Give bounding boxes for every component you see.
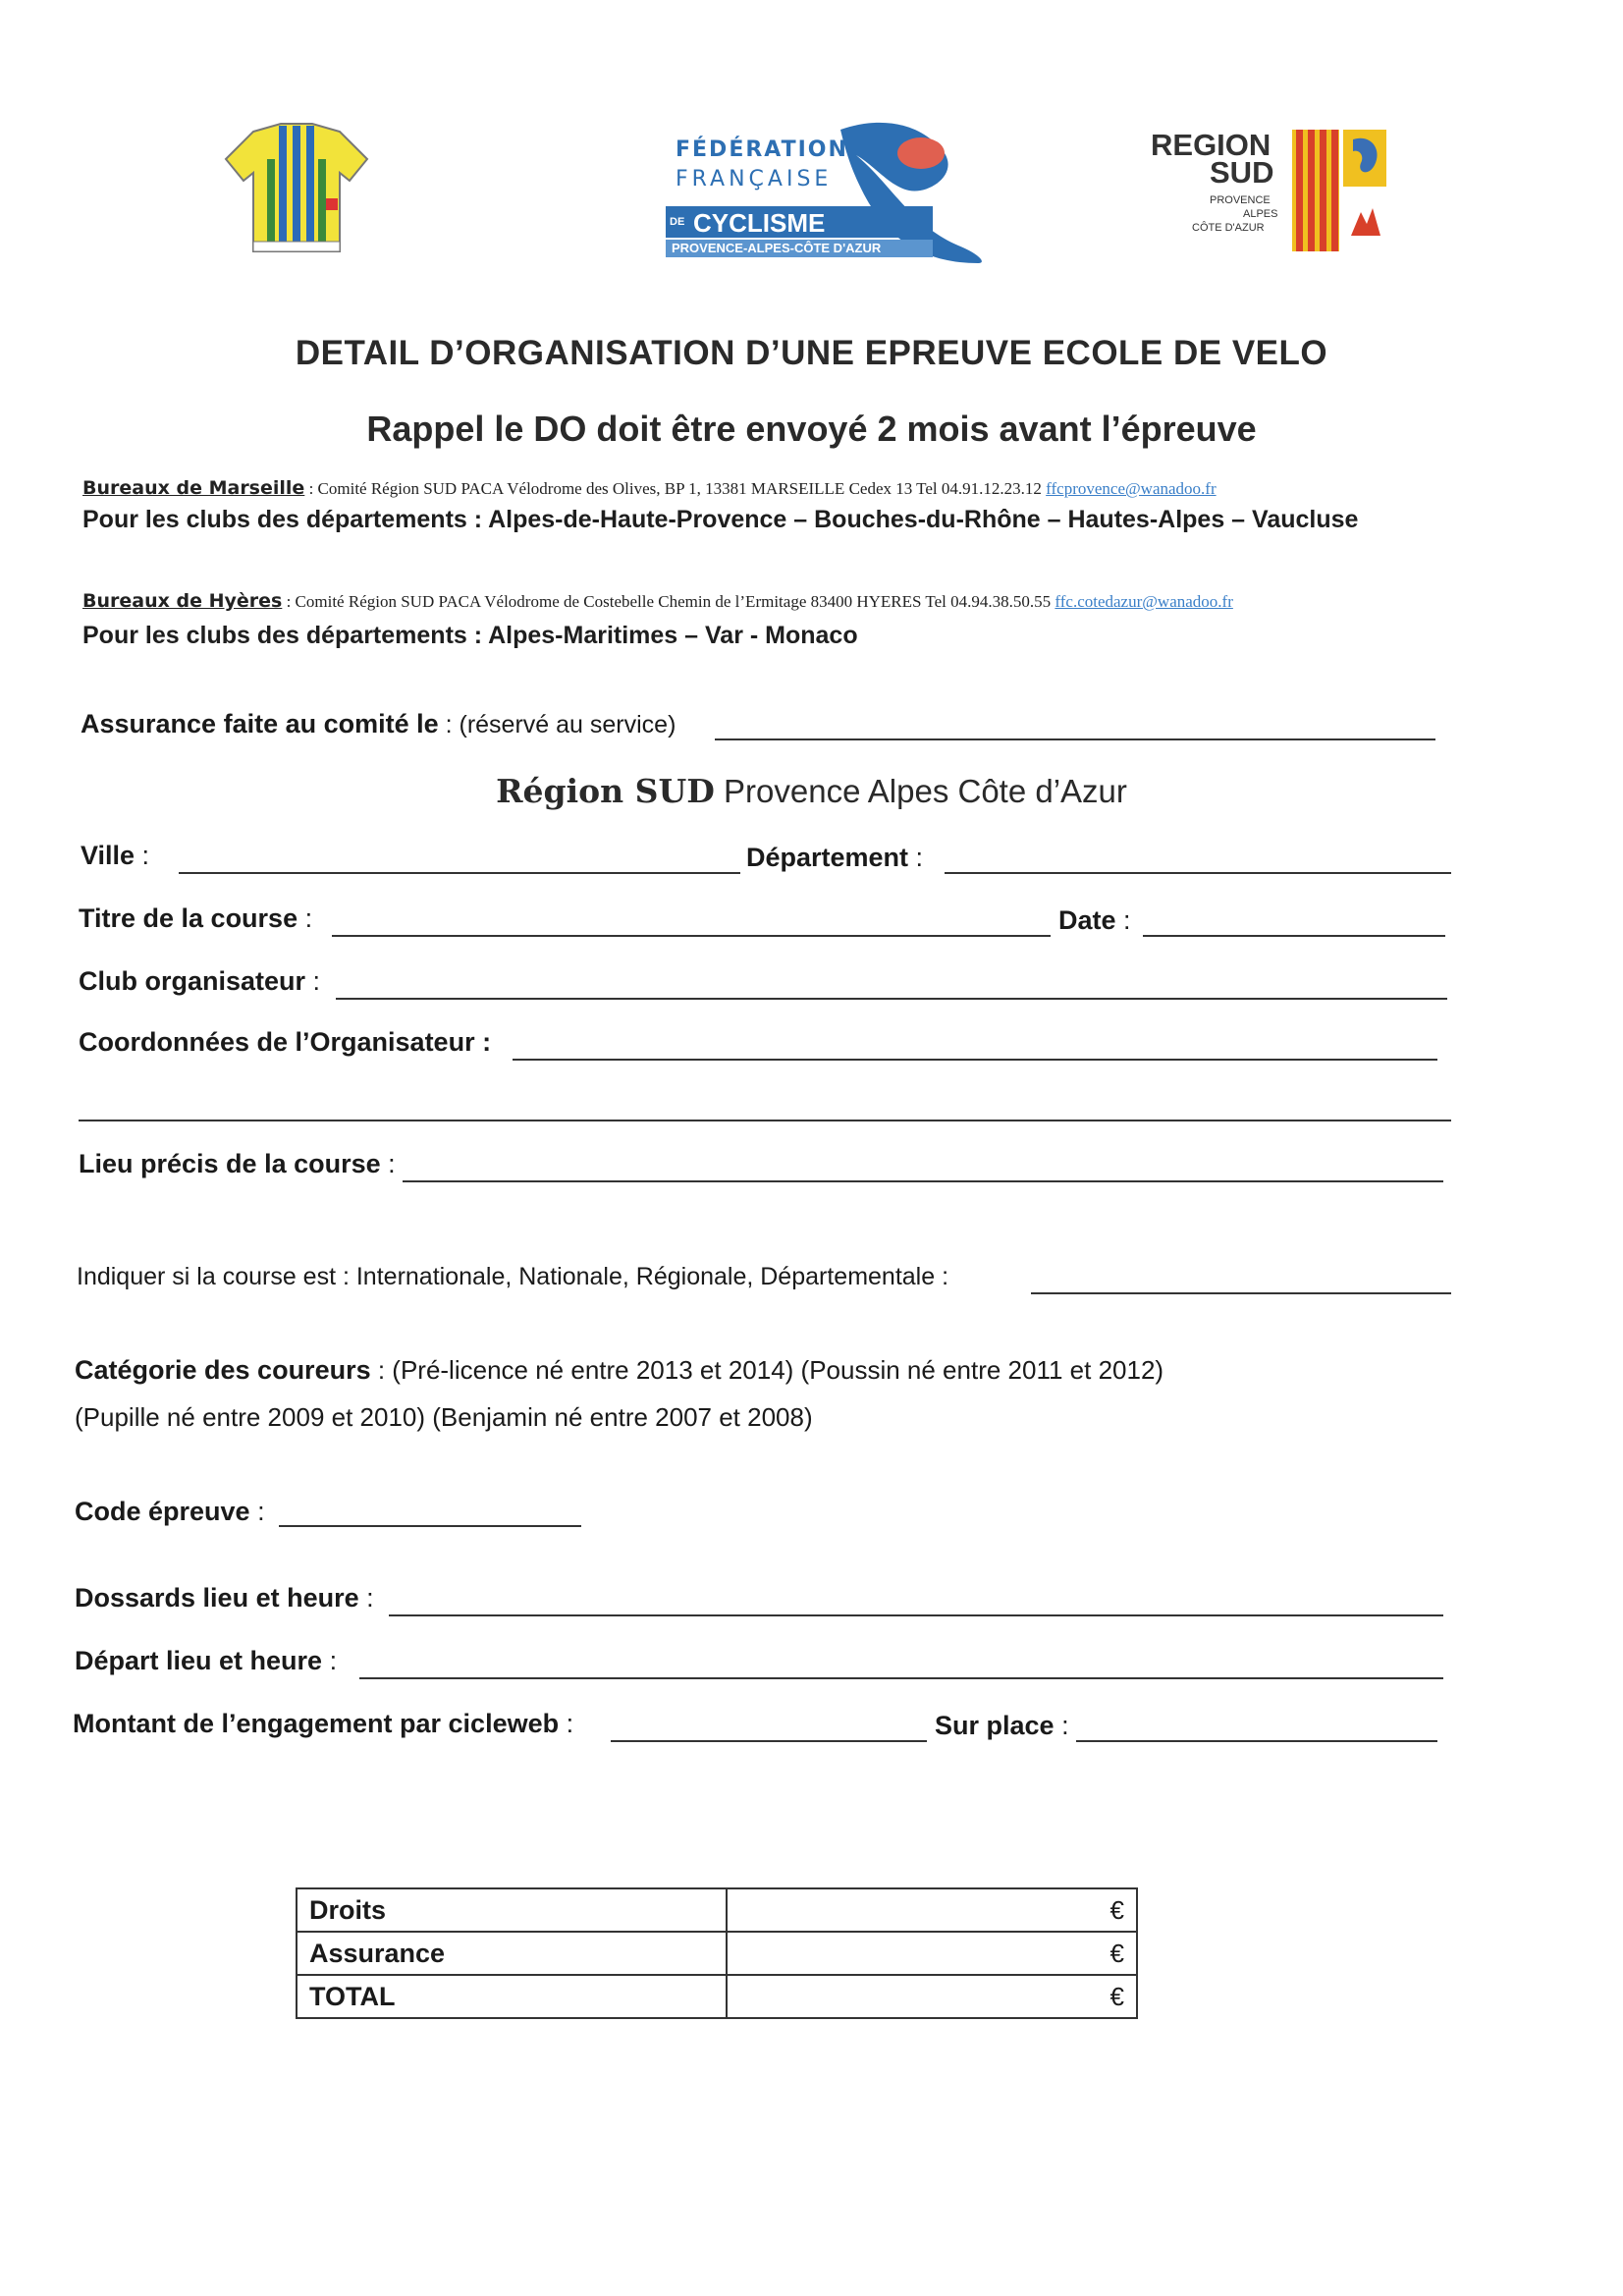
hyeres-office-address: : Comité Région SUD PACA Vélodrome de Costebelle Chemin de l’Ermitage 83400 HYERES Tel 04.94.38.50.55 [282, 592, 1055, 611]
club-input-line[interactable] [336, 998, 1447, 1000]
marseille-office-email[interactable]: ffcprovence@wanadoo.fr [1046, 479, 1217, 498]
surplace-input-line[interactable] [1076, 1740, 1437, 1742]
lieu-field: Lieu précis de la course : [79, 1149, 396, 1178]
region-logo-sub3: CÔTE D'AZUR [1192, 222, 1265, 234]
marseille-office [82, 477, 1217, 499]
lieu-label: Lieu précis de la course [79, 1149, 381, 1178]
categorie-field [75, 1355, 1163, 1386]
region-heading [0, 772, 1623, 810]
fees-table [296, 1887, 1138, 2019]
fee-label-assurance: Assurance [297, 1932, 727, 1975]
niveau-field: Indiquer si la course est : Internationale, Nationale, Régionale, Départementale : [77, 1263, 949, 1290]
assurance-input-line[interactable] [715, 738, 1435, 740]
date-input-line[interactable] [1143, 935, 1445, 937]
marseille-office-label: Bureaux de Marseille [82, 477, 305, 499]
ffc-logo-prefix: DE [670, 216, 685, 228]
region-logo-line1: REGION [1151, 128, 1271, 162]
titre-input-line[interactable] [332, 935, 1051, 937]
hyeres-departments: Pour les clubs des départements : Alpes-Maritimes – Var - Monaco [82, 622, 858, 649]
date-field: Date : [1058, 905, 1131, 935]
table-row [297, 1932, 1137, 1975]
depart-input-line[interactable] [359, 1677, 1443, 1679]
depart-field: Départ lieu et heure : [75, 1646, 338, 1675]
dossards-input-line[interactable] [389, 1614, 1443, 1616]
fee-label-total: TOTAL [297, 1975, 727, 2018]
region-logo-line2: SUD [1210, 155, 1274, 190]
ffc-logo-line1: FÉDÉRATION [676, 137, 848, 162]
ville-field: Ville : [81, 841, 150, 870]
departement-label: Département [746, 843, 909, 872]
departement-field: Département : [746, 843, 924, 872]
page-title: DETAIL D’ORGANISATION D’UNE EPREUVE ECOLE DE VELO [295, 334, 1328, 372]
region-heading-bold: Région SUD [496, 772, 715, 810]
ffc-logo-line2: FRANÇAISE [676, 167, 833, 191]
hyeres-office-label: Bureaux de Hyères [82, 590, 283, 612]
fee-label-droits: Droits [297, 1888, 727, 1932]
table-row [297, 1888, 1137, 1932]
assurance-row [81, 709, 676, 739]
categorie-label: Catégorie des coureurs [75, 1355, 371, 1385]
jersey-logo [224, 120, 369, 257]
region-heading-rest: Provence Alpes Côte d’Azur [714, 773, 1127, 809]
coordonnees-label: Coordonnées de l’Organisateur : [79, 1027, 492, 1057]
dossards-label: Dossards lieu et heure [75, 1583, 359, 1613]
assurance-note: : (réservé au service) [438, 711, 676, 738]
titre-field: Titre de la course : [79, 903, 313, 933]
table-row [297, 1975, 1137, 2018]
coordonnees-field [79, 1027, 491, 1058]
depart-label: Départ lieu et heure [75, 1646, 323, 1675]
dossards-field: Dossards lieu et heure : [75, 1583, 374, 1613]
page-subtitle: Rappel le DO doit être envoyé 2 mois avant l’épreuve [366, 409, 1257, 449]
marseille-office-address: : Comité Région SUD PACA Vélodrome des Olives, BP 1, 13381 MARSEILLE Cedex 13 Tel 04.91.12.23.12 [304, 479, 1047, 498]
departement-input-line[interactable] [945, 872, 1451, 874]
niveau-input-line[interactable] [1031, 1292, 1451, 1294]
club-field: Club organisateur : [79, 966, 321, 996]
code-input-line[interactable] [279, 1525, 581, 1527]
region-sud-logo [1149, 128, 1394, 255]
region-logo-sub1: PROVENCE [1210, 194, 1271, 206]
ffc-logo-band: PROVENCE-ALPES-CÔTE D'AZUR [672, 241, 882, 255]
code-field: Code épreuve : [75, 1497, 265, 1526]
hyeres-office-email[interactable]: ffc.cotedazur@wanadoo.fr [1055, 592, 1233, 611]
montant-input-line[interactable] [611, 1740, 927, 1742]
marseille-departments: Pour les clubs des départements : Alpes-de-Haute-Provence – Bouches-du-Rhône – Hautes-Alpes – Vaucluse [82, 506, 1359, 533]
surplace-label: Sur place [935, 1711, 1055, 1740]
coordonnees-input-line-2[interactable] [79, 1120, 1451, 1121]
date-label: Date [1058, 905, 1116, 935]
categorie-line1: : (Pré-licence né entre 2013 et 2014) (Poussin né entre 2011 et 2012) [370, 1355, 1164, 1385]
montant-label: Montant de l’engagement par cicleweb [73, 1709, 560, 1738]
fee-value-droits[interactable]: € [727, 1888, 1137, 1932]
fee-value-assurance[interactable]: € [727, 1932, 1137, 1975]
ffc-logo-line3: CYCLISME [693, 208, 826, 238]
code-label: Code épreuve [75, 1497, 250, 1526]
region-logo-sub2: ALPES [1243, 208, 1278, 220]
ville-input-line[interactable] [179, 872, 740, 874]
ffc-logo [664, 116, 988, 265]
club-label: Club organisateur [79, 966, 306, 996]
ville-label: Ville [81, 841, 135, 870]
assurance-label: Assurance faite au comité le [81, 709, 439, 738]
montant-field: Montant de l’engagement par cicleweb : [73, 1709, 574, 1738]
lieu-input-line[interactable] [403, 1180, 1443, 1182]
fee-value-total[interactable]: € [727, 1975, 1137, 2018]
titre-label: Titre de la course [79, 903, 298, 933]
surplace-field: Sur place : [935, 1711, 1069, 1740]
categorie-line2: (Pupille né entre 2009 et 2010) (Benjamin né entre 2007 et 2008) [75, 1402, 813, 1432]
coordonnees-input-line-1[interactable] [513, 1059, 1437, 1061]
region-coat-of-arms-icon [1292, 130, 1390, 251]
hyeres-office [82, 590, 1233, 612]
